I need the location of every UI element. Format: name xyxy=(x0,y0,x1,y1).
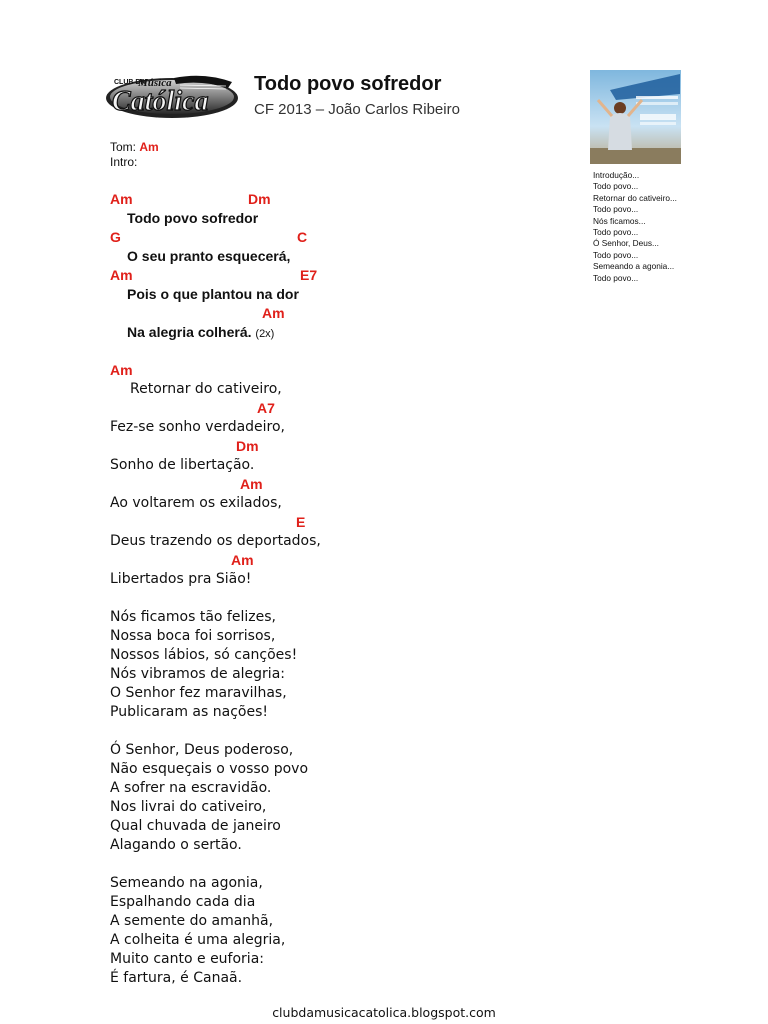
key-label: Tom: xyxy=(110,140,140,154)
chord: G xyxy=(110,229,121,245)
chord: Dm xyxy=(236,438,259,454)
song-title: Todo povo sofredor xyxy=(254,73,442,95)
lyric-line: É fartura, é Canaã. xyxy=(110,970,243,986)
track-item: Introdução... xyxy=(593,170,640,180)
lyric-line: Semeando na agonia, xyxy=(110,875,263,891)
chord: E xyxy=(296,514,306,530)
track-list xyxy=(593,170,677,284)
track-item: Todo povo... xyxy=(593,272,639,283)
svg-text:Católica: Católica xyxy=(112,86,209,117)
lyric-line: A colheita é uma alegria, xyxy=(110,932,286,948)
lyric-line: A sofrer na escravidão. xyxy=(110,780,272,796)
lyric-line: Sonho de libertação. xyxy=(110,457,255,473)
svg-text:CLUB DA: CLUB DA xyxy=(114,79,146,86)
lyric-line: Deus trazendo os deportados, xyxy=(110,533,321,549)
lyric-line xyxy=(127,323,274,344)
chord: Am xyxy=(231,552,254,568)
track-item: Retornar do cativeiro... xyxy=(593,192,677,203)
lyric-line: Publicaram as nações! xyxy=(110,704,268,720)
lyric-line: Não esqueçais o vosso povo xyxy=(110,761,309,777)
svg-text:Música: Música xyxy=(138,77,172,89)
lyric-line: A semente do amanhã, xyxy=(110,913,274,929)
lyric-text: Na alegria colherá. xyxy=(127,324,252,340)
lyric-line: Nós vibramos de alegria: xyxy=(110,666,285,682)
lyric-line: Muito canto e euforia: xyxy=(110,951,264,967)
lyric-line: Espalhando cada dia xyxy=(110,894,256,910)
key-line xyxy=(110,140,159,154)
lyric-line: Pois o que plantou na dor xyxy=(127,286,299,302)
lyric-line: Qual chuvada de janeiro xyxy=(110,818,281,834)
chord: E7 xyxy=(300,267,318,283)
lyric-line: Ó Senhor, Deus poderoso, xyxy=(110,742,294,758)
chord: Am xyxy=(262,305,285,321)
song-subtitle: CF 2013 – João Carlos Ribeiro xyxy=(254,101,460,118)
lyric-line: O Senhor fez maravilhas, xyxy=(110,685,287,701)
chord: Am xyxy=(110,191,133,207)
lyric-line: Nossos lábios, só canções! xyxy=(110,647,298,663)
club-logo xyxy=(104,70,240,120)
key-value: Am xyxy=(139,140,159,154)
track-item: Semeando a agonia... xyxy=(593,261,675,272)
track-item: Nós ficamos... xyxy=(593,215,646,226)
track-item: Todo povo... xyxy=(593,181,639,192)
lyric-line: Libertados pra Sião! xyxy=(110,571,252,587)
album-cover-image xyxy=(590,70,681,164)
track-item: Ó Senhor, Deus... xyxy=(593,238,659,249)
repeat-marker: (2x) xyxy=(255,328,275,340)
chord: Am xyxy=(240,476,263,492)
lyric-line: Nós ficamos tão felizes, xyxy=(110,609,276,625)
lyric-line: Ao voltarem os exilados, xyxy=(110,495,282,511)
track-item: Todo povo... xyxy=(593,227,639,238)
intro-label: Intro: xyxy=(110,155,138,169)
lyric-line: Todo povo sofredor xyxy=(127,210,259,226)
chord: Am xyxy=(110,267,133,283)
chord: Dm xyxy=(248,191,271,207)
lyric-line: Nos livrai do cativeiro, xyxy=(110,799,267,815)
lyric-line: Retornar do cativeiro, xyxy=(130,381,282,397)
lyric-line: Nossa boca foi sorrisos, xyxy=(110,628,276,644)
lyric-line: Fez-se sonho verdadeiro, xyxy=(110,419,286,435)
chord: Am xyxy=(110,362,133,378)
footer-url: clubdamusicacatolica.blogspot.com xyxy=(272,1005,496,1020)
track-item: Todo povo... xyxy=(593,204,639,215)
lyric-line: Alagando o sertão. xyxy=(110,837,242,853)
lyric-line: O seu pranto esquecerá, xyxy=(127,248,291,264)
track-item: Todo povo... xyxy=(593,249,639,260)
chord: C xyxy=(297,229,308,245)
chord: A7 xyxy=(257,400,275,416)
